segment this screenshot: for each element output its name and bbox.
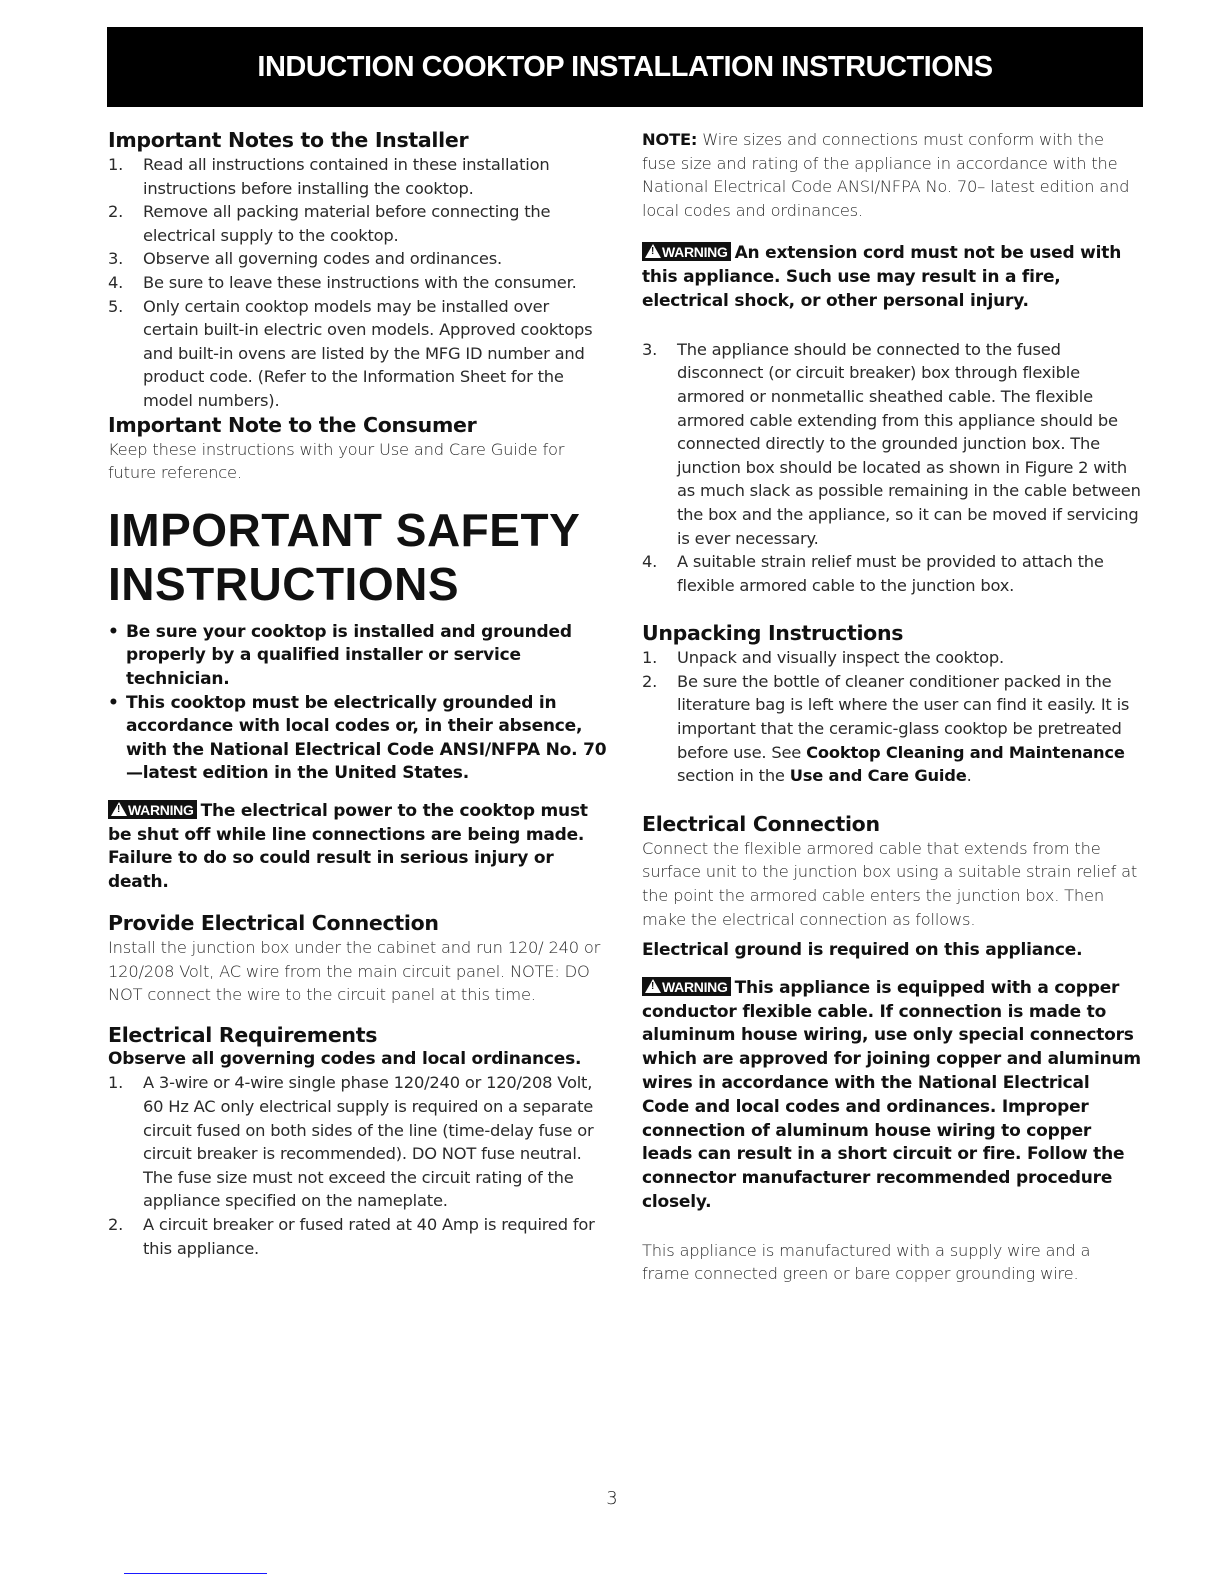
footer-divider (124, 1573, 267, 1574)
warning-extension-cord: ! WARNING An extension cord must not be used with this appliance. Such use may result in a fire, electrical shock, or other personal injury. (642, 243, 1122, 311)
header-banner (107, 27, 1143, 107)
electrical-connection-heading: Electrical Connection (642, 811, 880, 836)
safety-title: IMPORTANT SAFETY INSTRUCTIONS (108, 503, 581, 610)
list-item: 2. Remove all packing material before connecting the electrical supply to the cooktop. (108, 202, 551, 245)
unpacking-list (642, 646, 1142, 788)
warning-badge: ! WARNING (642, 242, 731, 261)
page-title: INDUCTION COOKTOP INSTALLATION INSTRUCTIONS (257, 50, 993, 83)
warning-power-shutoff: ! WARNING The electrical power to the cooktop must be shut off while line connections are being made. Failure to do so could result in serious injury or death. (108, 800, 588, 893)
list-item: • This cooktop must be electrically grounded in accordance with local codes or, in their absence, with the National Electrical Code ANSI/NFPA No. 70—latest edition in the United States. (108, 692, 607, 784)
warning-triangle-icon: ! (645, 244, 661, 258)
list-item: 4. A suitable strain relief must be provided to attach the flexible armored cable to the junction box. (642, 552, 1104, 595)
list-item: 5. Only certain cooktop models may be installed over certain built-in electric oven models. Approved cooktops and built-in ovens are listed by the MFG ID number and product code. (Refer to the Information Sheet for the model numbers). (108, 296, 593, 410)
connection-steps-list (642, 338, 1142, 598)
left-column (108, 128, 608, 1260)
requirements-list (108, 1071, 608, 1260)
list-item: 1. Read all instructions contained in these installation instructions before installing the cooktop. (108, 155, 550, 198)
safety-bullets (108, 621, 608, 786)
ground-required-note: Electrical ground is required on this appliance. (642, 940, 1083, 961)
wire-size-note: NOTE: Wire sizes and connections must conform with the fuse size and rating of the appliance in accordance with the National Electrical Code ANSI/NFPA No. 70– latest edition and local codes and ordinances. (642, 130, 1130, 220)
provide-connection-text: Install the junction box under the cabinet and run 120/ 240 or 120/208 Volt, AC wire from the main circuit panel. NOTE: DO NOT connect the wire to the circuit panel at this time. (108, 938, 601, 1005)
provide-connection-heading: Provide Electrical Connection (108, 911, 439, 936)
consumer-note-text: Keep these instructions with your Use and Care Guide for future reference. (108, 439, 565, 483)
right-column (642, 128, 1142, 1286)
electrical-connection-text: Connect the flexible armored cable that extends from the surface unit to the junction box using a suitable strain relief at the point the armored cable enters the junction box. Then make the electrical connection as follows. (642, 838, 1138, 929)
requirements-heading: Electrical Requirements (108, 1022, 378, 1047)
installer-notes-heading: Important Notes to the Installer (108, 128, 469, 152)
list-item: 1. A 3-wire or 4-wire single phase 120/240 or 120/208 Volt, 60 Hz AC only electrical supply is required on a separate circuit fused on both sides of the line (time-delay fuse or circuit breaker is recommended). DO NOT fuse neutral. The fuse size must not exceed the circuit rating of the appliance specified on the nameplate. (108, 1073, 594, 1211)
warning-triangle-icon: ! (645, 979, 661, 993)
installer-notes-list (108, 153, 608, 413)
warning-badge: ! WARNING (108, 800, 197, 819)
list-item: 4. Be sure to leave these instructions with the consumer. (108, 272, 577, 292)
list-item: 3. The appliance should be connected to the fused disconnect (or circuit breaker) box through flexible armored or nonmetallic sheathed cable. The flexible armored cable extending from this appliance should be connected directly to the grounded junction box. The junction box should be located as shown in Figure 2 with as much slack as possible remaining in the cable between the box and the appliance, so it can be moved if servicing is ever necessary. (642, 339, 1141, 548)
warning-badge: ! WARNING (642, 977, 731, 996)
list-item: 2. A circuit breaker or fused rated at 40 Amp is required for this appliance. (108, 1215, 595, 1258)
list-item: 2. Be sure the bottle of cleaner conditioner packed in the literature bag is left where the user can find it easily. It is important that the ceramic-glass cooktop be pretreated before use. See Cooktop Cleaning and Maintenance section in the Use and Care Guide. (642, 671, 1130, 786)
list-item: 1. Unpack and visually inspect the cooktop. (642, 648, 1004, 668)
page-number: 3 (606, 1488, 618, 1509)
list-item: 3. Observe all governing codes and ordinances. (108, 249, 502, 269)
list-item: • Be sure your cooktop is installed and grounded properly by a qualified installer or service technician. (108, 621, 572, 689)
requirements-subheading: Observe all governing codes and local ordinances. (108, 1048, 582, 1069)
warning-triangle-icon: ! (111, 802, 127, 816)
consumer-note-heading: Important Note to the Consumer (108, 412, 477, 437)
unpacking-heading: Unpacking Instructions (642, 621, 904, 646)
warning-aluminum-wiring: ! WARNING This appliance is equipped with a copper conductor flexible cable. If connection is made to aluminum house wiring, use only special connectors which are approved for joining copper and aluminum wires in accordance with the National Electrical Code and local codes and ordinances. Improper connection of aluminum house wiring to copper leads can result in a short circuit or fire. Follow the connector manufacturer recommended procedure closely. (642, 977, 1141, 1212)
grounding-wire-text: This appliance is manufactured with a supply wire and a frame connected green or bare copper grounding wire. (642, 1240, 1091, 1284)
